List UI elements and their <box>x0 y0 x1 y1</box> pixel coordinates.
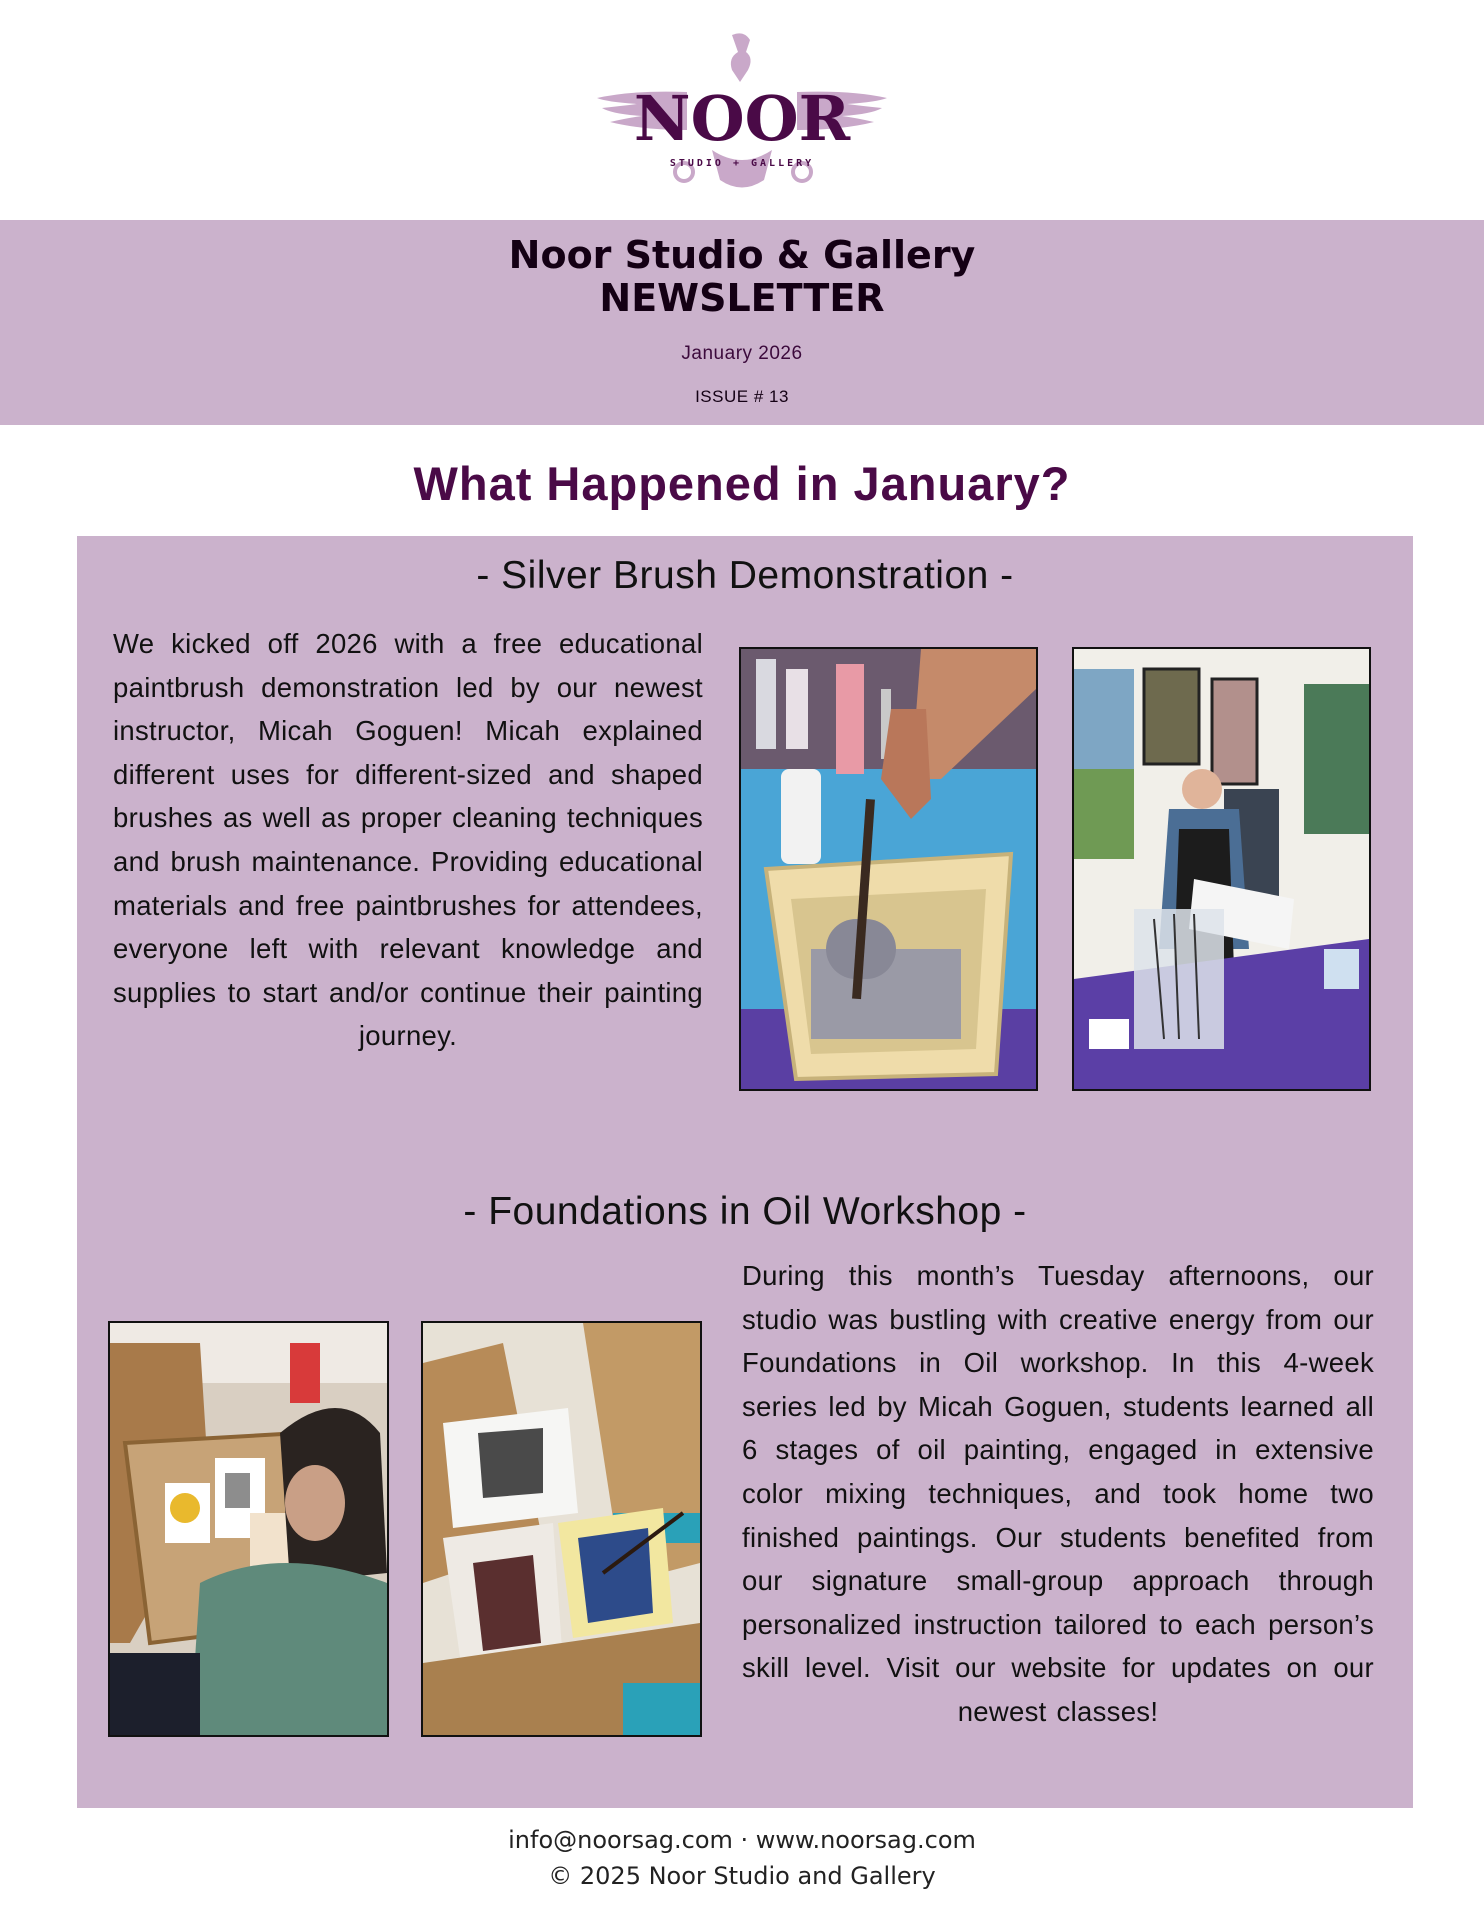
footer-copyright: © 2025 Noor Studio and Gallery <box>548 1862 936 1890</box>
section-title-silver-brush: - Silver Brush Demonstration - <box>476 554 1014 597</box>
section-body-oil-workshop: During this month’s Tuesday afternoons, our studio was bustling with creative energy from our Foundations in Oil workshop. In this 4-week series led by Micah Goguen, students learned all 6 stages of oil painting, engaged in extensive color mixing techniques, and took home two finished paintings. Our students benefited from our signature small-group approach through personalized instruction tailored to each person’s skill level. Visit our website for updates on our newest classes! <box>742 1260 1374 1727</box>
photo-instructor-demo <box>1072 647 1371 1091</box>
footer <box>0 1822 1484 1894</box>
winged-emblem-icon <box>592 30 892 205</box>
noor-logo <box>592 30 892 205</box>
issue-date: January 2026 <box>681 343 803 364</box>
section-body-silver-brush: We kicked off 2026 with a free educational paintbrush demonstration led by our newest instructor, Micah Goguen! Micah explained different uses for different-sized and shaped brushes as well as proper cleaning techniques and brush maintenance. Providing educational materials and free paintbrushes for attendees, everyone left with relevant knowledge and supplies to start and/or continue their painting journey. <box>113 628 703 1052</box>
org-name: Noor Studio & Gallery <box>508 233 976 277</box>
issue-number: ISSUE # 13 <box>695 387 789 406</box>
footer-contact: info@noorsag.com · www.noorsag.com <box>508 1826 976 1854</box>
newsletter-label: NEWSLETTER <box>599 276 885 320</box>
page-title: What Happened in January? <box>413 457 1071 510</box>
photo-brush-cleaning <box>739 647 1038 1091</box>
svg-text:STUDIO + GALLERY: STUDIO + GALLERY <box>669 158 815 169</box>
content-panel <box>77 536 1413 1808</box>
photo-boot-paintings <box>421 1321 702 1737</box>
newsletter-banner <box>0 220 1484 425</box>
svg-text:NOOR: NOOR <box>633 82 851 155</box>
photo-student-painting <box>108 1321 389 1737</box>
section-title-oil-workshop: - Foundations in Oil Workshop - <box>463 1190 1027 1233</box>
